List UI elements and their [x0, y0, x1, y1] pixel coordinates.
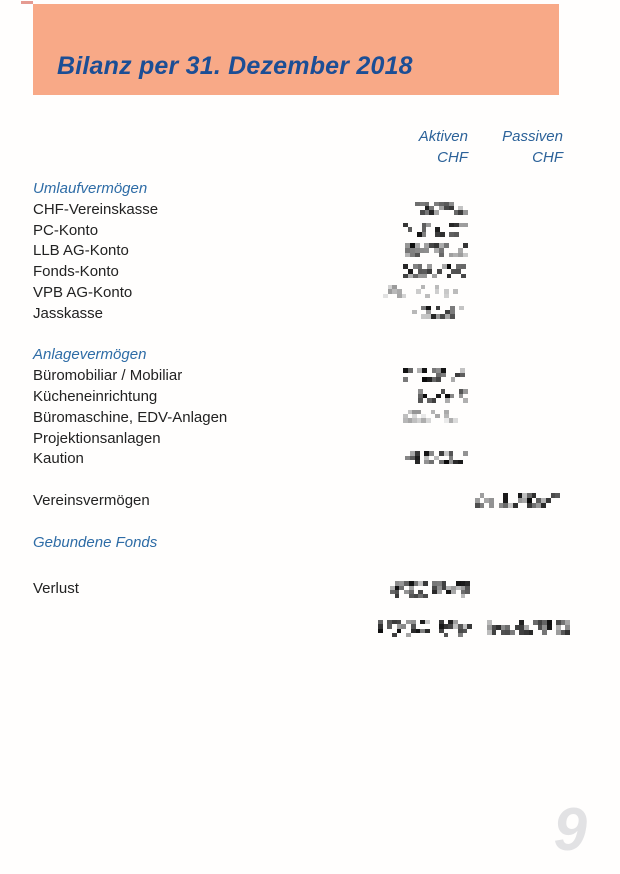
redacted-value-aktiven [405, 451, 468, 464]
title-banner [33, 4, 559, 95]
balance-section [0, 179, 620, 325]
column-label-aktiven: Aktiven [418, 128, 468, 145]
row-label: Büromaschine, EDV-Anlagen [33, 408, 228, 426]
redacted-value-aktiven [415, 202, 468, 215]
row-label: VPB AG-Konto [33, 283, 133, 301]
table-row [0, 387, 620, 408]
balance-section [0, 618, 620, 639]
section-rows [0, 491, 620, 512]
column-unit-passiven: CHF [532, 149, 563, 166]
section-rows [0, 579, 620, 600]
redacted-value-aktiven [403, 264, 466, 278]
row-label: Fonds-Konto [33, 263, 119, 281]
row-label: Büromobiliar / Mobiliar [33, 367, 183, 385]
row-label: Jasskasse [33, 304, 104, 322]
column-header-passiven [502, 126, 563, 168]
row-label: Verlust [33, 580, 79, 598]
table-row [0, 200, 620, 221]
row-label: Kaution [33, 450, 84, 468]
row-label: Kücheneinrichtung [33, 387, 158, 405]
balance-section [0, 533, 620, 554]
row-label: Projektionsanlagen [33, 429, 161, 447]
section-heading: Umlaufvermögen [33, 180, 148, 197]
page-title: Bilanz per 31. Dezember 2018 [57, 52, 413, 80]
column-header-aktiven [419, 126, 468, 168]
table-row [0, 283, 620, 304]
balance-table [0, 179, 620, 639]
section-heading: Gebundene Fonds [33, 533, 158, 551]
table-row [0, 262, 620, 283]
table-row [0, 304, 620, 325]
table-row [0, 429, 620, 450]
redacted-value-aktiven [403, 410, 458, 423]
redacted-value-aktiven [407, 306, 464, 319]
redacted-value-aktiven [405, 243, 468, 257]
section-rows [0, 618, 620, 639]
row-label: LLB AG-Konto [33, 242, 129, 260]
table-row [0, 241, 620, 262]
redacted-value-aktiven [403, 223, 468, 237]
redacted-value-aktiven [390, 581, 470, 598]
page-number: 9 [553, 796, 587, 863]
balance-section [0, 345, 620, 470]
redacted-value-aktiven [378, 620, 472, 637]
redacted-value-aktiven [403, 368, 465, 382]
section-heading: Anlagevermögen [33, 346, 147, 364]
redacted-value-aktiven [418, 389, 468, 403]
balance-section [0, 491, 620, 512]
table-row [0, 579, 620, 600]
redacted-value-aktiven [383, 285, 458, 298]
balance-section [0, 579, 620, 600]
row-label: PC-Konto [33, 221, 99, 239]
section-rows [0, 366, 620, 470]
redacted-value-passiven [487, 620, 570, 635]
table-row [0, 618, 620, 639]
column-unit-aktiven: CHF [437, 149, 468, 166]
column-label-passiven: Passiven [502, 128, 563, 145]
table-row [0, 449, 620, 470]
table-row [0, 366, 620, 387]
table-row [0, 221, 620, 242]
table-row [0, 491, 620, 512]
redacted-value-passiven [475, 493, 560, 508]
section-rows [0, 200, 620, 325]
row-label: CHF-Vereinskasse [33, 200, 159, 218]
table-row [0, 408, 620, 429]
print-crop-mark [21, 1, 33, 4]
row-label: Vereinsvermögen [33, 491, 150, 509]
